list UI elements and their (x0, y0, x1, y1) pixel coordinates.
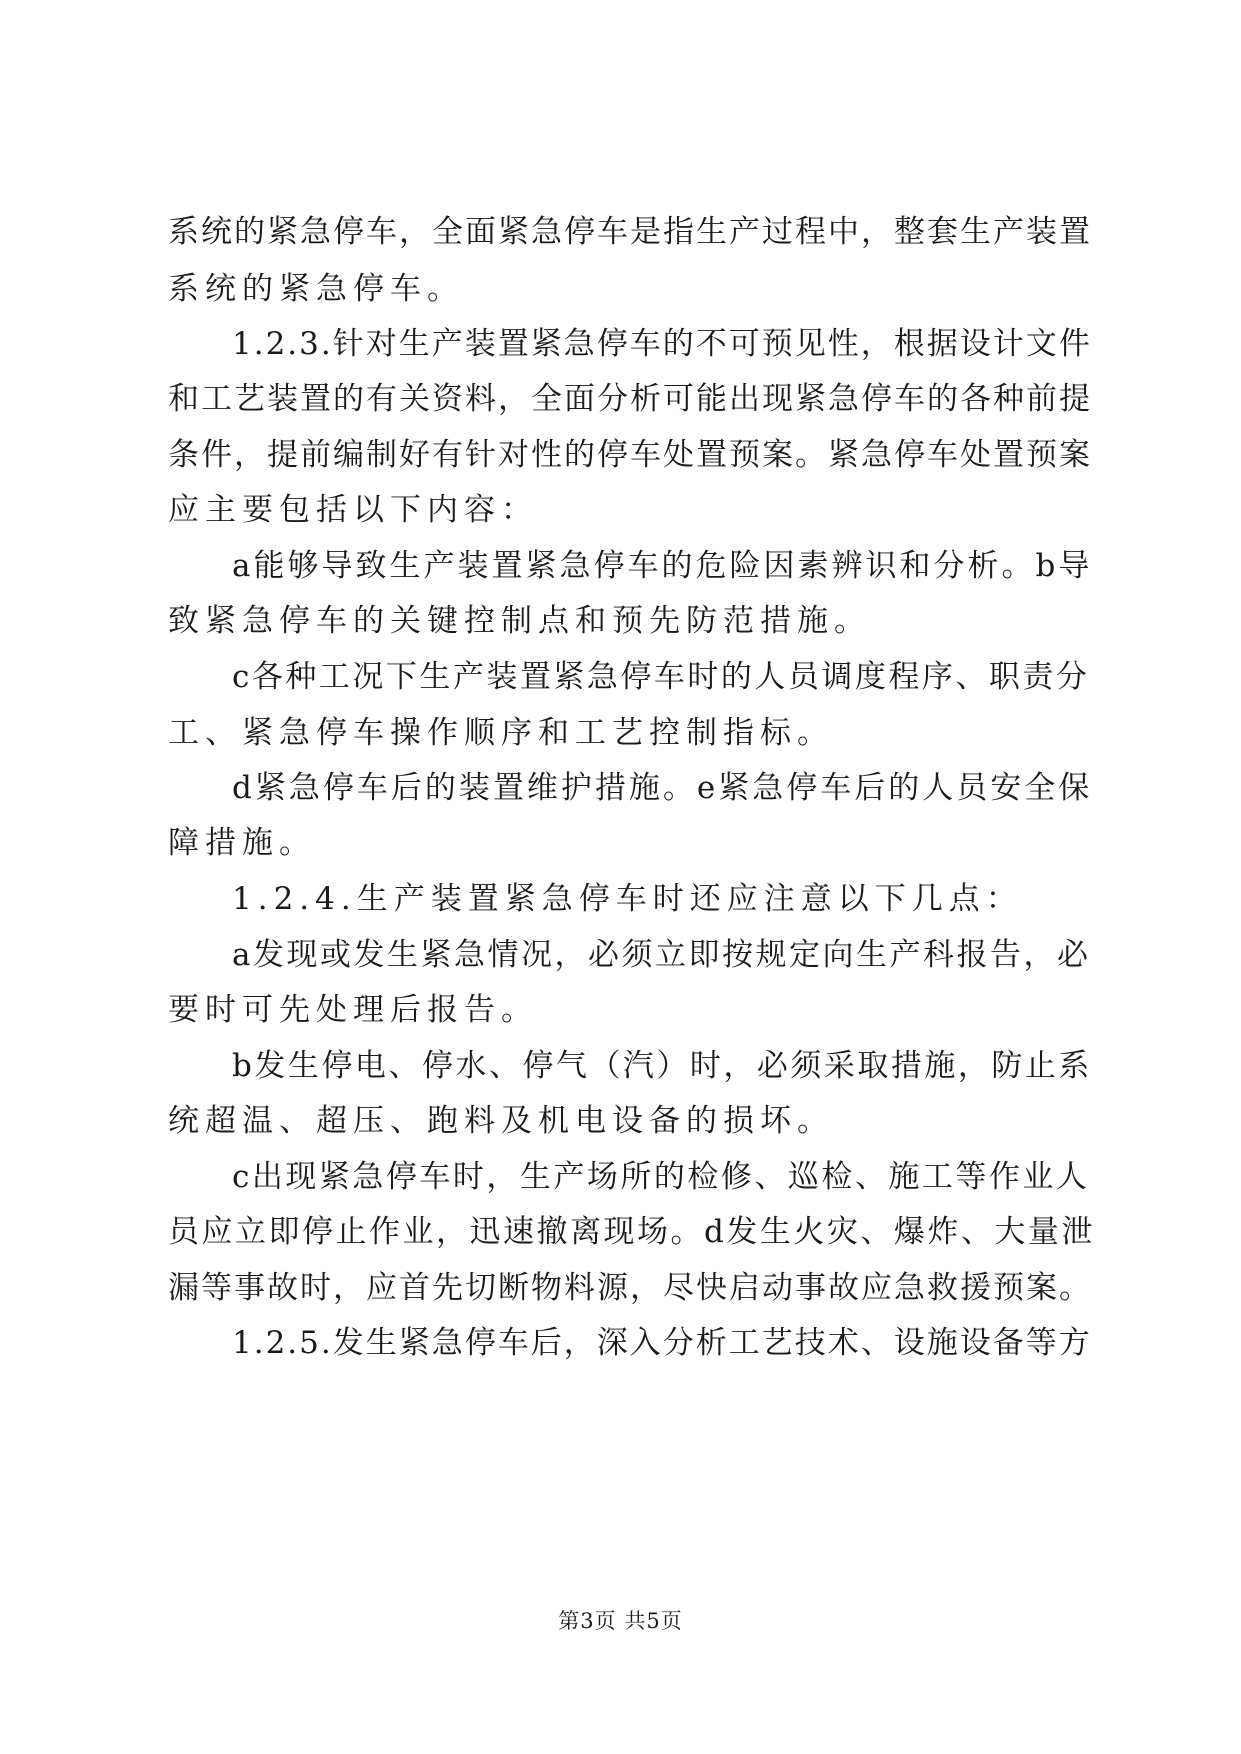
body-line: 1.2.4.生产装置紧急停车时还应注意以下几点： (232, 881, 1023, 917)
body-line: d紧急停车后的装置维护措施。e紧急停车后的人员安全保 (232, 770, 1093, 806)
body-line: 1.2.5.发生紧急停车后，深入分析工艺技术、设施设备等方 (232, 1325, 1092, 1361)
body-line: 应主要包括以下内容： (168, 492, 538, 528)
body-line: 致紧急停车的关键控制点和预先防范措施。 (168, 603, 871, 639)
body-line: 漏等事故时，应首先切断物料源，尽快启动事故应急救援预案。 (168, 1270, 1092, 1306)
body-line: 要时可先处理后报告。 (168, 992, 538, 1028)
body-line: b发生停电、停水、停气（汽）时，必须采取措施，防止系 (232, 1048, 1092, 1084)
body-line: 工、紧急停车操作顺序和工艺控制指标。 (168, 715, 834, 751)
body-line: c出现紧急停车时，生产场所的检修、巡检、施工等作业人 (232, 1159, 1090, 1195)
body-line: 员应立即停止作业，迅速撤离现场。d发生火灾、爆炸、大量泄 (168, 1214, 1095, 1250)
body-line: 条件，提前编制好有针对性的停车处置预案。紧急停车处置预案 (168, 437, 1092, 473)
body-line: 1.2.3.针对生产装置紧急停车的不可预见性，根据设计文件 (232, 326, 1092, 362)
body-line: 和工艺装置的有关资料，全面分析可能出现紧急停车的各种前提 (168, 381, 1092, 417)
body-line: 系统的紧急停车，全面紧急停车是指生产过程中，整套生产装置 (168, 214, 1092, 250)
body-line: c各种工况下生产装置紧急停车时的人员调度程序、职责分 (232, 659, 1090, 695)
body-line: 系统的紧急停车。 (168, 271, 464, 307)
body-line: 障措施。 (168, 825, 316, 861)
body-line: a能够导致生产装置紧急停车的危险因素辨识和分析。b导 (232, 548, 1093, 584)
body-line: a发现或发生紧急情况，必须立即按规定向生产科报告，必 (232, 937, 1091, 973)
body-line: 统超温、超压、跑料及机电设备的损坏。 (168, 1103, 834, 1139)
page-number-footer: 第3页 共5页 (558, 1609, 683, 1633)
